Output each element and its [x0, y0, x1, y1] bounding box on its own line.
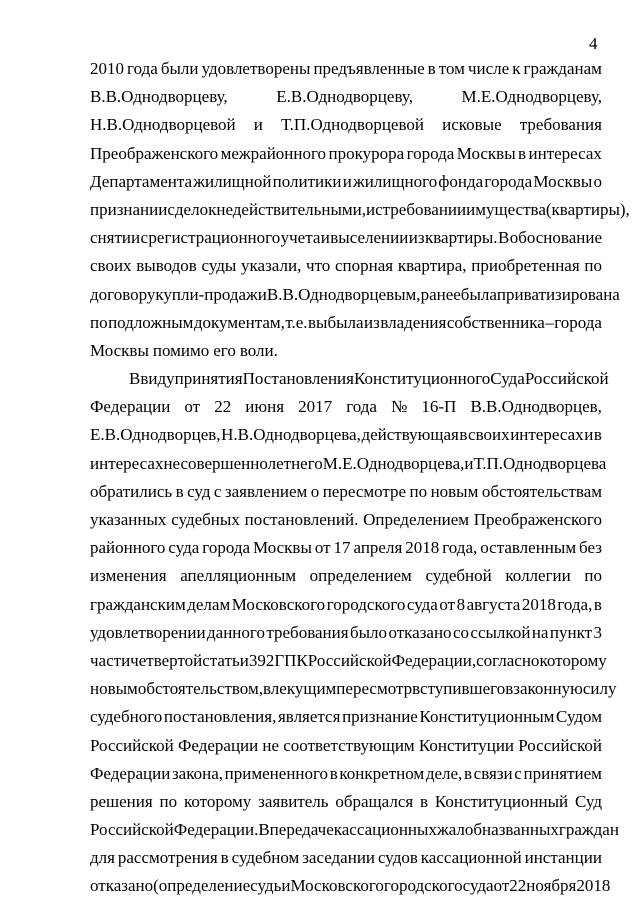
word: года: [346, 397, 377, 417]
word: Конституционным: [419, 707, 555, 727]
word: интересах: [528, 143, 602, 163]
word: М.Е.Однодворцеву,: [461, 87, 602, 107]
word: М.Е.Однодворцева,: [322, 453, 465, 473]
word: соответствующим: [283, 735, 415, 755]
word: Н.В.Однодворцева,: [221, 425, 361, 445]
word: Российской: [90, 735, 174, 755]
word: в: [220, 848, 229, 868]
text-line: [90, 309, 602, 337]
word: судьи: [250, 876, 291, 896]
word: Е.В.Однодворцеву,: [276, 87, 413, 107]
word: удовлетворены: [201, 59, 311, 78]
word: со: [452, 622, 470, 642]
word: Федерации: [90, 763, 171, 783]
word: его: [213, 340, 236, 360]
word: 16-П: [421, 397, 457, 417]
word: Е.В.Однодворцев,: [90, 425, 221, 445]
word: действующая: [361, 425, 459, 445]
text-line: [90, 647, 607, 675]
word: указали,: [241, 256, 302, 276]
text-line: [90, 732, 602, 760]
text-line: [90, 760, 602, 788]
word: Москвы: [533, 171, 593, 191]
word: деле,: [425, 763, 463, 783]
word: Постановления: [242, 369, 354, 389]
word: связи: [473, 763, 513, 783]
word: Т.П.Однодворцева: [473, 453, 607, 473]
text-line: [90, 844, 602, 872]
word: из: [364, 312, 380, 332]
word: апелляционным: [180, 566, 297, 586]
word: определением: [309, 566, 412, 586]
word: квартира,: [397, 256, 467, 276]
word: от: [314, 538, 331, 558]
word: данного: [207, 622, 265, 642]
word: В: [258, 820, 270, 840]
word: четвертой: [130, 650, 203, 670]
word: по: [584, 256, 602, 276]
word: судов: [377, 848, 418, 868]
word: договору: [90, 284, 156, 304]
word: Конституционного: [353, 369, 491, 389]
word: с: [213, 481, 222, 501]
word: согласно: [476, 650, 540, 670]
word: заявитель: [258, 791, 329, 811]
text-line: [90, 281, 620, 309]
word: квартиры.: [424, 228, 498, 248]
word: Российской: [524, 369, 609, 389]
word: жилищной: [193, 171, 272, 191]
word: признание: [342, 707, 418, 727]
word: В.В.Однодворцевым,: [266, 284, 421, 304]
word: В.В.Однодворцеву,: [90, 87, 228, 107]
word: в: [459, 425, 468, 445]
word: ГПК: [274, 650, 308, 670]
word: владения: [380, 312, 447, 332]
word: судебного: [90, 707, 163, 727]
word: признании: [90, 199, 168, 219]
word: обратились: [90, 481, 173, 501]
word: 22: [214, 397, 232, 417]
word: заявлением: [224, 481, 308, 501]
word: кассационной: [420, 848, 522, 868]
text-line: [90, 562, 602, 590]
word: города: [484, 171, 533, 191]
word: 3: [593, 622, 602, 642]
word: Конституционный: [434, 791, 569, 811]
word: было: [349, 622, 388, 642]
word: своих: [90, 256, 132, 276]
word: гражданским: [90, 594, 186, 614]
word: обстоятельством,: [137, 679, 263, 699]
word: 17: [333, 538, 351, 558]
word: ранее: [420, 284, 461, 304]
word: городского: [383, 876, 463, 896]
word: Департамента: [90, 171, 193, 191]
word: законную: [513, 679, 583, 699]
word: В.В.Однодворцев,: [470, 397, 602, 417]
page-number: 4: [589, 34, 598, 53]
word: интересах: [90, 453, 164, 473]
word: без: [579, 538, 602, 558]
word: была: [460, 284, 497, 304]
word: (определение: [153, 876, 251, 896]
word: Н.В.Однодворцевой: [90, 115, 236, 135]
word: от: [439, 594, 456, 614]
word: 2018: [576, 876, 611, 896]
word: были: [160, 59, 199, 78]
word: том: [438, 59, 465, 78]
word: по: [584, 566, 602, 586]
word: закона,: [171, 763, 224, 783]
word: районного: [90, 538, 166, 558]
word: города: [554, 312, 602, 332]
word: 22: [509, 876, 527, 896]
word: от: [184, 397, 201, 417]
word: граждан: [558, 820, 619, 840]
word: ноября: [526, 876, 577, 896]
word: –: [545, 312, 554, 332]
word: Российской: [307, 650, 392, 670]
word: изменения: [90, 566, 167, 586]
word: и: [342, 171, 352, 191]
word: требования: [519, 115, 602, 135]
word: т.е.: [285, 312, 308, 332]
word: на: [531, 622, 549, 642]
text-line: [90, 591, 602, 619]
text-line: [90, 365, 609, 393]
word: недействительными,: [216, 199, 366, 219]
word: что: [306, 256, 331, 276]
word: апреля: [353, 538, 403, 558]
word: пересмотре: [322, 481, 407, 501]
text-line: [90, 675, 617, 703]
word: Москвы: [456, 143, 516, 163]
word: новым: [90, 679, 138, 699]
text-line: [90, 450, 607, 478]
text-line: [90, 703, 602, 731]
word: примененного: [224, 763, 329, 783]
word: и: [584, 425, 594, 445]
word: снятии: [90, 228, 141, 248]
word: Московского: [290, 876, 384, 896]
text-line: [90, 421, 602, 449]
word: имущества: [466, 199, 546, 219]
word: 392: [248, 650, 275, 670]
text-line: [90, 224, 602, 252]
word: несовершеннолетнего: [163, 453, 323, 473]
word: решения: [90, 791, 153, 811]
word: по: [90, 312, 108, 332]
word: сделок: [167, 199, 217, 219]
word: пересмотр: [336, 679, 413, 699]
word: является: [277, 707, 341, 727]
word: Суд: [574, 791, 602, 811]
word: в: [593, 425, 602, 445]
word: заседании: [302, 848, 376, 868]
word: судебных: [171, 510, 240, 529]
word: учета: [280, 228, 321, 248]
word: подложным: [108, 312, 194, 332]
word: года,: [442, 538, 478, 558]
word: политики: [272, 171, 342, 191]
word: собственника: [446, 312, 545, 332]
word: новым: [430, 481, 479, 501]
word: постановления,: [163, 707, 277, 727]
word: истребовании: [366, 199, 467, 219]
word: отказано: [388, 622, 452, 642]
word: к: [512, 59, 521, 78]
word: июня: [245, 397, 285, 417]
word: коллегии: [505, 566, 571, 586]
word: Суда: [490, 369, 525, 389]
word: 8: [456, 594, 466, 614]
word: вступившего: [412, 679, 506, 699]
word: Федерации: [177, 735, 259, 755]
word: числе: [467, 59, 510, 78]
word: суды: [201, 256, 237, 276]
word: влекущим: [263, 679, 337, 699]
text-line: [90, 111, 602, 139]
word: воли.: [239, 340, 278, 360]
word: от: [493, 876, 510, 896]
word: с: [514, 763, 522, 783]
word: интересах: [510, 425, 584, 445]
word: выводов: [136, 256, 197, 276]
word: по: [159, 791, 178, 811]
word: для: [90, 848, 115, 868]
word: и: [464, 453, 474, 473]
word: исковые: [442, 115, 502, 135]
word: года: [127, 59, 158, 78]
word: города: [202, 538, 251, 558]
word: Ввиду: [129, 369, 175, 389]
word: Федерации.: [173, 820, 259, 840]
word: жилищного: [353, 171, 438, 191]
word: своих: [468, 425, 510, 445]
word: и: [320, 228, 330, 248]
text-line: [90, 83, 602, 111]
word: Российской: [518, 735, 602, 755]
word: помимо: [152, 340, 210, 360]
text-line: [90, 506, 602, 534]
text-line: [90, 196, 630, 224]
word: судебной: [425, 566, 492, 586]
word: оставленным: [480, 538, 577, 558]
word: в: [593, 594, 602, 614]
word: пункт: [549, 622, 593, 642]
word: (квартиры),: [545, 199, 630, 219]
word: выселении: [330, 228, 409, 248]
document-body: [90, 55, 630, 901]
word: августа: [466, 594, 521, 614]
word: рассмотрения: [117, 848, 218, 868]
word: приватизирована: [496, 284, 620, 304]
word: Конституции: [418, 735, 515, 755]
word: принятием: [523, 763, 602, 783]
text-line: [90, 140, 602, 168]
word: Преображенского: [473, 510, 602, 529]
word: документам,: [193, 312, 285, 332]
word: Судом: [556, 707, 602, 727]
word: с: [140, 228, 149, 248]
text-line: [90, 337, 602, 365]
word: Преображенского: [90, 143, 219, 163]
word: названных: [482, 820, 559, 840]
word: в: [420, 791, 429, 811]
word: инстанции: [524, 848, 602, 868]
word: Федерации: [90, 397, 171, 417]
text-line: [90, 534, 602, 562]
word: Российской: [90, 820, 174, 840]
word: части: [90, 650, 131, 670]
word: конкретном: [339, 763, 425, 783]
word: не: [262, 735, 280, 755]
word: о: [310, 481, 320, 501]
word: обращался: [335, 791, 414, 811]
text-line: [90, 872, 611, 900]
word: отказано: [90, 876, 154, 896]
word: и: [253, 115, 263, 135]
word: суда: [406, 594, 438, 614]
word: регистрационного: [148, 228, 281, 248]
word: обоснование: [509, 228, 602, 248]
word: которому: [539, 650, 607, 670]
word: Москвы: [90, 340, 149, 360]
text-line: [90, 619, 602, 647]
word: кассационных: [333, 820, 437, 840]
word: 2010: [90, 59, 124, 78]
word: которому: [183, 791, 252, 811]
text-line: [90, 252, 602, 280]
word: предъявленные: [313, 59, 425, 78]
word: 2017: [298, 397, 333, 417]
word: гражданам: [523, 59, 602, 78]
word: приобретенная: [471, 256, 580, 276]
word: В: [497, 228, 510, 248]
word: Определением: [363, 510, 470, 529]
word: города: [406, 143, 455, 163]
word: суда: [462, 876, 494, 896]
text-line: [90, 393, 602, 421]
word: по: [409, 481, 428, 501]
word: постановлений.: [244, 510, 359, 529]
text-line: [90, 788, 602, 816]
word: Т.П.Однодворцевой: [281, 115, 424, 135]
word: в: [505, 679, 514, 699]
text-line: [90, 816, 619, 844]
word: №: [391, 397, 408, 417]
word: принятия: [174, 369, 243, 389]
word: Федерации,: [391, 650, 477, 670]
word: в: [175, 481, 184, 501]
word: выбыла: [308, 312, 364, 332]
text-line: [90, 55, 602, 83]
word: в: [463, 763, 472, 783]
word: требования: [266, 622, 349, 642]
word: из: [408, 228, 425, 248]
word: в: [518, 143, 527, 163]
word: в: [427, 59, 436, 78]
word: делам: [187, 594, 231, 614]
word: в: [329, 763, 338, 783]
word: купли-продажи: [155, 284, 267, 304]
word: указанных: [90, 510, 167, 529]
word: о: [593, 171, 602, 191]
word: судебном: [231, 848, 300, 868]
word: года,: [557, 594, 593, 614]
word: городского: [326, 594, 406, 614]
word: прокурора: [328, 143, 405, 163]
word: Москвы: [253, 538, 312, 558]
word: удовлетворении: [90, 622, 206, 642]
word: обстоятельствам: [481, 481, 602, 501]
word: 2018: [405, 538, 440, 558]
word: суд: [187, 481, 211, 501]
word: Московского: [231, 594, 326, 614]
word: суда: [168, 538, 200, 558]
word: 2018: [521, 594, 556, 614]
word: спорная: [335, 256, 394, 276]
word: ссылкой: [470, 622, 531, 642]
word: силу: [582, 679, 617, 699]
word: передаче: [269, 820, 334, 840]
word: статьи: [202, 650, 249, 670]
word: межрайонного: [220, 143, 327, 163]
text-line: [90, 168, 602, 196]
word: жалоб: [436, 820, 483, 840]
word: фонда: [438, 171, 484, 191]
text-line: [90, 478, 602, 506]
